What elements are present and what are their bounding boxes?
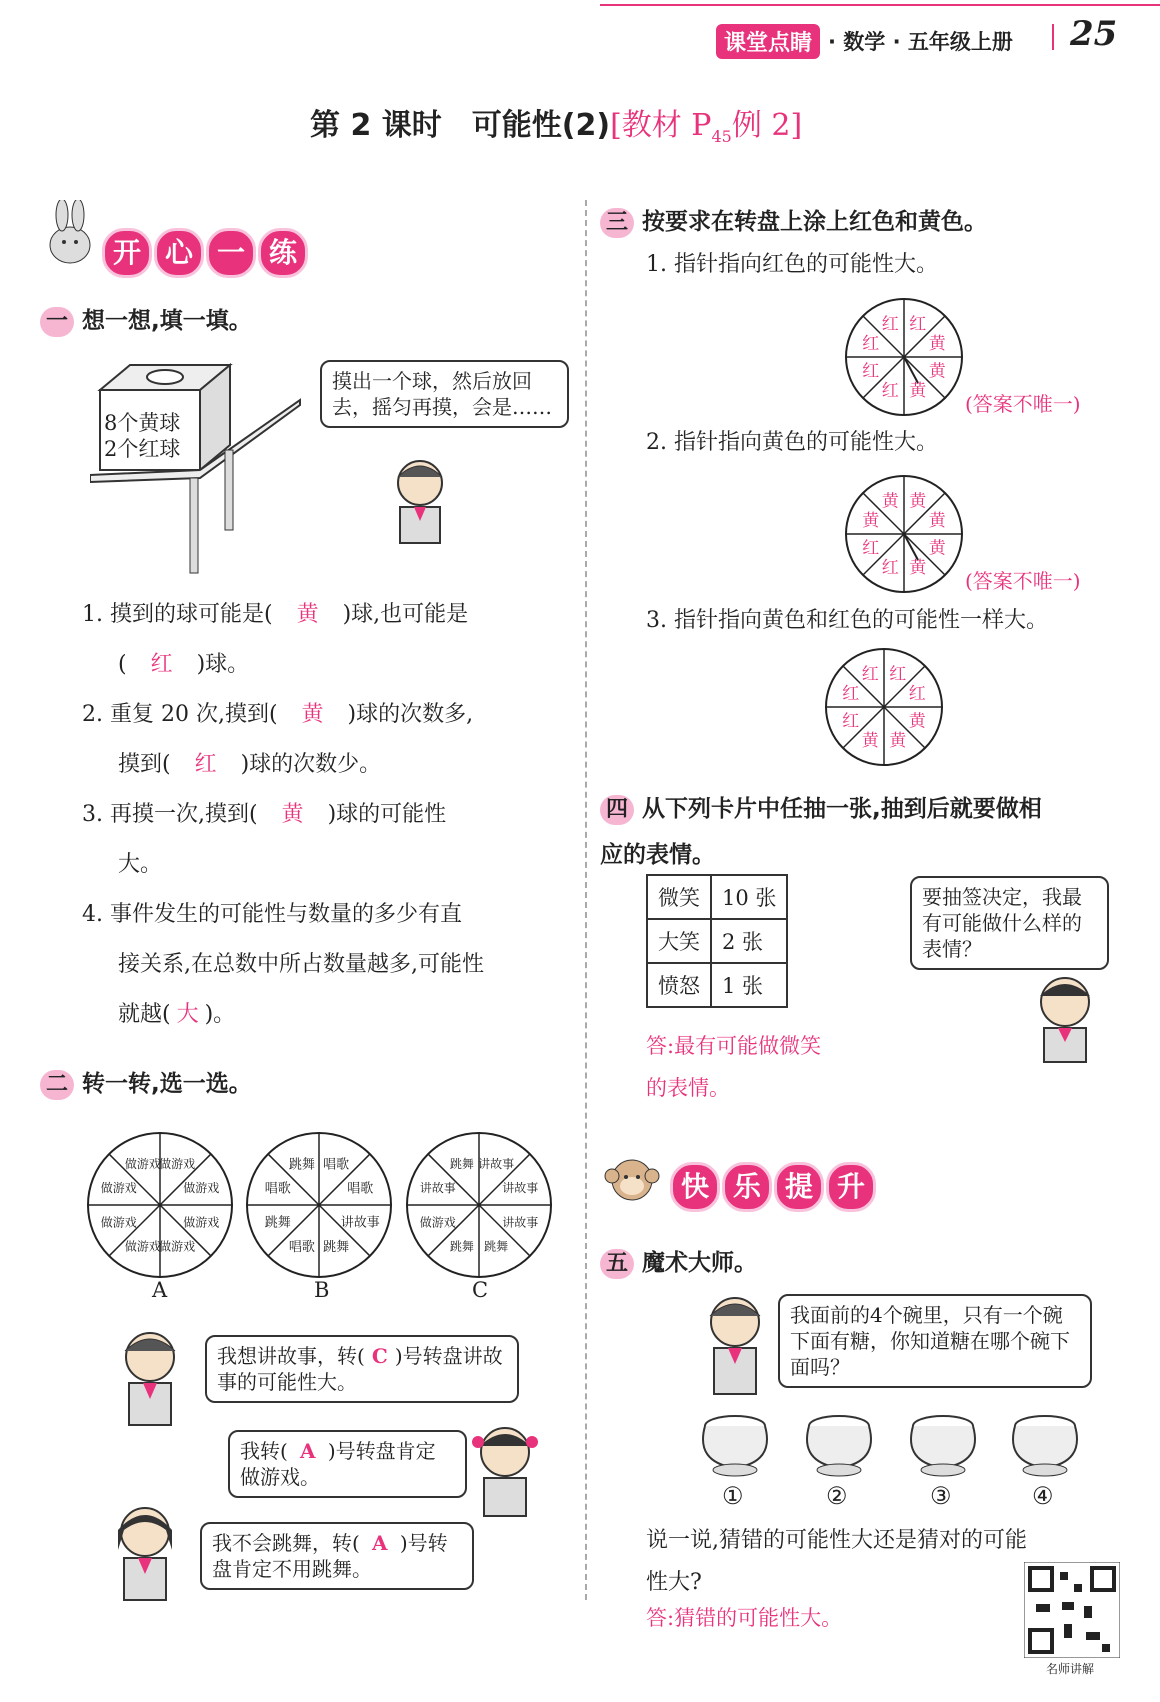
q3-sub-1: 1. 指针指向红色的可能性大。 <box>646 252 938 277</box>
q1-item-1-pre: 1. 摸到的球可能是( <box>82 602 273 627</box>
wheel-label: 红 <box>881 381 899 402</box>
bowl-label-4: ④ <box>1032 1482 1054 1510</box>
wheel-label: 跳舞 <box>449 1239 474 1254</box>
table-row <box>647 919 787 963</box>
wheel-label: 黄 <box>861 731 879 752</box>
ball-box-illustration <box>90 360 310 580</box>
q5-speech-bubble: 我面前的4个碗里，只有一个碗下面有糖，你知道糖在哪个碗下面吗？ <box>778 1294 1092 1388</box>
girl2-icon <box>100 1500 190 1605</box>
card-count-2: 1 张 <box>711 963 787 1007</box>
q1-item-1-mid: )球,也可能是 <box>342 602 469 627</box>
q3-note-2: (答案不唯一) <box>965 569 1081 593</box>
wheel-label: 做游戏 <box>183 1215 220 1230</box>
card-count-1: 2 张 <box>711 919 787 963</box>
q3-sub-2: 2. 指针指向黄色的可能性大。 <box>646 430 938 455</box>
q1-items <box>82 600 562 1050</box>
wheel-label: 做游戏 <box>124 1239 161 1254</box>
q2-title: 转一转,选一选。 <box>82 1071 252 1097</box>
wheel-label: 红 <box>908 684 926 705</box>
wheel-label: 做游戏 <box>419 1215 456 1230</box>
q3-heading <box>600 203 987 238</box>
q1-item-4-line3 <box>82 1000 562 1050</box>
q1-item-4-pre: 就越( <box>118 1002 171 1027</box>
banner1-char-1: 心 <box>154 228 204 278</box>
wheel-label: 跳舞 <box>323 1239 350 1255</box>
banner1-char-2: 一 <box>206 228 256 278</box>
bowl-icon <box>794 1412 884 1482</box>
wheel-label: 黄 <box>928 538 946 559</box>
q1-item-3-mid: )球的可能性 <box>327 802 447 827</box>
q2-b3-pre: 我不会跳舞，转( <box>212 1531 360 1555</box>
q1-item-1-l2pre: ( <box>118 652 127 677</box>
wheel-label: 红 <box>862 361 880 382</box>
page-header <box>0 0 1160 60</box>
bowls-row <box>690 1412 1090 1512</box>
ref-sub: 45 <box>711 127 732 146</box>
q3-number: 三 <box>600 208 634 238</box>
q4-number: 四 <box>600 795 634 825</box>
q2-heading <box>40 1065 252 1100</box>
wheel-label: 讲故事 <box>502 1181 539 1196</box>
q1-item-4-line2: 接关系,在总数中所占数量越多,可能性 <box>118 952 484 977</box>
wheel-label: 讲故事 <box>478 1156 515 1171</box>
wheel-label-b: B <box>314 1278 330 1302</box>
q1-item-2-answer-a: 黄 <box>301 702 324 727</box>
q2-b2-answer: A <box>300 1439 316 1463</box>
ref-end: 例 2] <box>731 108 803 143</box>
q3-wheel-2 <box>842 472 966 596</box>
q2-b1-post: )号转盘讲故事的可能性大。 <box>217 1344 503 1394</box>
wheel-label: 讲故事 <box>502 1215 539 1230</box>
wheel-label: 做游戏 <box>100 1215 137 1230</box>
wheel-label: 黄 <box>881 491 899 512</box>
q1-item-1-answer-a: 黄 <box>296 602 319 627</box>
q5-heading <box>600 1244 757 1279</box>
card-name-2: 愤怒 <box>647 963 711 1007</box>
q1-item-1-answer-b: 红 <box>150 652 173 677</box>
banner2-char-2: 提 <box>774 1162 824 1212</box>
box-label-line1: 8个黄球 <box>104 411 181 435</box>
wheel-label: 红 <box>862 538 880 559</box>
card-name-0: 微笑 <box>647 875 711 919</box>
wheel-label: 红 <box>842 684 860 705</box>
box-label-line2: 2个红球 <box>104 437 181 461</box>
q3-note-1: (答案不唯一) <box>965 392 1081 416</box>
q1-item-2-pre: 2. 重复 20 次,摸到( <box>82 702 278 727</box>
wheel-label: 黄 <box>889 731 907 752</box>
column-divider <box>585 200 587 1600</box>
girl-icon <box>460 1420 550 1520</box>
wheel-label: 做游戏 <box>124 1156 161 1171</box>
q1-item-2-mid: )球的次数多, <box>347 702 474 727</box>
q3-sub-3: 3. 指针指向黄色和红色的可能性一样大。 <box>646 608 1048 633</box>
q1-item-3-answer-a: 黄 <box>281 802 304 827</box>
q2-b2-pre: 我转( <box>240 1439 288 1463</box>
wheel-label: 黄 <box>928 511 946 532</box>
q4-heading <box>600 786 1140 878</box>
q2-wheels <box>85 1120 565 1300</box>
q2-b3-post: )号转盘肯定不用跳舞。 <box>212 1531 448 1581</box>
q2-bubble-2 <box>228 1430 467 1498</box>
q1-item-4-answer: 大 <box>176 1002 199 1027</box>
table-row <box>647 875 787 919</box>
q4-answer <box>646 1025 821 1109</box>
qr-code-icon[interactable] <box>1024 1562 1120 1658</box>
banner2-char-3: 升 <box>826 1162 876 1212</box>
wheel-label: 红 <box>881 314 899 335</box>
q1-title: 想一想,填一填。 <box>82 308 252 334</box>
q5-question-l1: 说一说,猜错的可能性大还是猜对的可能 <box>646 1528 1027 1553</box>
q4-title-l1: 从下列卡片中任抽一张,抽到后就要做相 <box>642 796 1042 822</box>
rabbit-icon <box>40 200 100 270</box>
wheel-label: 黄 <box>928 361 946 382</box>
card-name-1: 大笑 <box>647 919 711 963</box>
wheel-label: 黄 <box>928 334 946 355</box>
q1-item-4-line1: 4. 事件发生的可能性与数量的多少有直 <box>82 902 462 927</box>
header-line <box>600 4 1160 6</box>
q4-speech-bubble: 要抽签决定，我最有可能做什么样的表情？ <box>910 876 1109 970</box>
q1-item-3-pre: 3. 再摸一次,摸到( <box>82 802 258 827</box>
q1-speech-bubble: 摸出一个球，然后放回去，摇匀再摸，会是…… <box>320 360 569 428</box>
wheel-label: 做游戏 <box>159 1239 196 1254</box>
wheel-label: 跳舞 <box>484 1239 509 1254</box>
q4-answer-l1: 答:最有可能做微笑 <box>646 1034 822 1058</box>
wheel-label: 红 <box>889 664 907 685</box>
banner2-char-1: 乐 <box>722 1162 772 1212</box>
header-tag: 课堂点睛 <box>716 24 820 59</box>
wheel-label: 唱歌 <box>264 1181 291 1197</box>
wheel-label: 唱歌 <box>288 1239 315 1255</box>
wheel-label: 唱歌 <box>323 1157 350 1173</box>
q2-bubble-1 <box>205 1335 519 1403</box>
page-number: 25 <box>1070 14 1118 54</box>
wheel-label: 红 <box>861 664 879 685</box>
wheel-label-a: A <box>152 1278 168 1302</box>
wheel-label: 跳舞 <box>264 1215 291 1231</box>
lesson-title <box>310 100 802 146</box>
q2-b2-post: )号转盘肯定做游戏。 <box>240 1439 436 1489</box>
wheel-label: 红 <box>909 314 927 335</box>
wheel-label: 黄 <box>862 511 880 532</box>
q1-item-2-line1 <box>82 700 562 750</box>
q2-b1-answer: C <box>371 1344 388 1368</box>
qr-label: 名师讲解 <box>1046 1662 1095 1676</box>
bowl-icon <box>1000 1412 1090 1482</box>
bowl-label-1: ① <box>722 1482 744 1510</box>
banner2-char-0: 快 <box>670 1162 720 1212</box>
q4-title-l2: 应的表情。 <box>600 842 715 868</box>
wheel-label: 黄 <box>909 381 927 402</box>
monkey-icon <box>600 1150 664 1214</box>
q1-item-1-line2 <box>82 650 562 700</box>
q1-item-2-l2pre: 摸到( <box>118 752 171 777</box>
wheel-label: 讲故事 <box>340 1215 380 1231</box>
q5-question <box>646 1520 1027 1604</box>
wheel-label: 黄 <box>909 491 927 512</box>
q1-item-2-answer-b: 红 <box>194 752 217 777</box>
wheel-label: 红 <box>862 334 880 355</box>
bowl-icon <box>690 1412 780 1482</box>
wheel-label: 做游戏 <box>159 1156 196 1171</box>
lesson-title-main: 第 2 课时 可能性(2) <box>310 108 611 143</box>
q5-title: 魔术大师。 <box>642 1250 757 1276</box>
q1-number: 一 <box>40 307 74 337</box>
girl3-icon <box>1020 970 1110 1065</box>
banner1-char-0: 开 <box>102 228 152 278</box>
boy2-icon <box>105 1325 195 1430</box>
wheel-label: 黄 <box>909 558 927 579</box>
lesson-ref <box>610 108 803 146</box>
q5-question-l2: 性大? <box>646 1570 702 1595</box>
q2-number: 二 <box>40 1070 74 1100</box>
q4-card-table <box>646 874 788 1008</box>
ref-text: [教材 P <box>610 108 712 143</box>
wheel-label: 黄 <box>908 711 926 732</box>
wheel-label: 做游戏 <box>183 1181 220 1196</box>
q1-item-3-line1 <box>82 800 562 850</box>
boy-icon <box>380 455 460 545</box>
q5-number: 五 <box>600 1249 634 1279</box>
q3-title: 按要求在转盘上涂上红色和黄色。 <box>642 209 987 235</box>
q1-item-2-line2 <box>82 750 562 800</box>
q3-wheel-3 <box>822 645 946 769</box>
wheel-label: 做游戏 <box>100 1181 137 1196</box>
q4-answer-l2: 的表情。 <box>646 1076 730 1100</box>
magician-boy-icon <box>690 1290 780 1400</box>
wheel-label: 跳舞 <box>449 1156 474 1171</box>
bowl-icon <box>898 1412 988 1482</box>
wheel-label: 跳舞 <box>288 1157 315 1173</box>
wheel-label: 唱歌 <box>347 1181 374 1197</box>
q1-item-3-line2: 大。 <box>118 852 163 877</box>
q1-heading <box>40 302 252 337</box>
q2-b3-answer: A <box>372 1531 388 1555</box>
banner1-char-3: 练 <box>258 228 308 278</box>
q3-wheel-1 <box>842 295 966 419</box>
q1-item-1-l2post: )球。 <box>196 652 250 677</box>
wheel-label: 讲故事 <box>419 1181 456 1196</box>
q1-item-2-l2post: )球的次数少。 <box>240 752 382 777</box>
box-label <box>104 410 180 462</box>
q2-bubble-3 <box>200 1522 474 1590</box>
bowl-label-2: ② <box>826 1482 848 1510</box>
wheel-label: 红 <box>881 558 899 579</box>
header-subject: · 数学 · 五年级上册 <box>828 30 1013 54</box>
header-divider <box>1052 24 1054 50</box>
wheel-label: 红 <box>842 711 860 732</box>
card-count-0: 10 张 <box>711 875 787 919</box>
table-row <box>647 963 787 1007</box>
q5-answer: 答:猜错的可能性大。 <box>646 1606 843 1630</box>
q1-item-1-line1 <box>82 600 562 650</box>
wheel-label-c: C <box>472 1278 489 1302</box>
bowl-label-3: ③ <box>930 1482 952 1510</box>
q2-b1-pre: 我想讲故事，转( <box>217 1344 365 1368</box>
q1-item-4-post: )。 <box>204 1002 236 1027</box>
